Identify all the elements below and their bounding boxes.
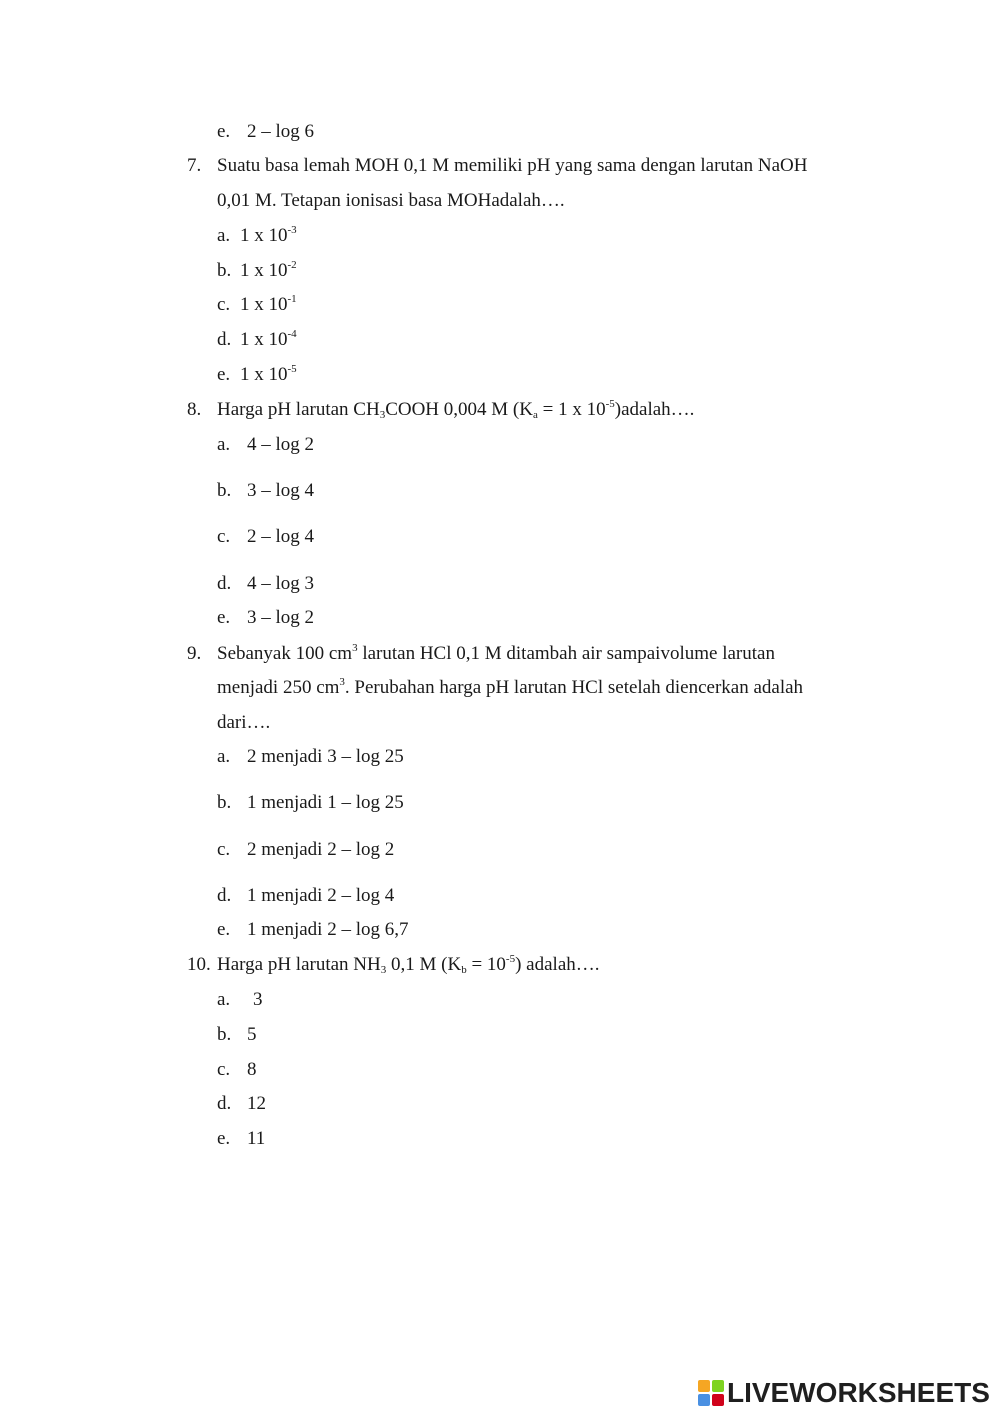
option-label: e. <box>217 919 231 940</box>
option-value: 1 x $10^{-5}$ <box>240 363 297 385</box>
option-value: 5 <box>247 1024 257 1045</box>
option-label: b. <box>217 1024 232 1045</box>
option-label: c. <box>217 839 231 860</box>
question-text: dari…. <box>217 712 271 733</box>
option-label: d. <box>217 573 232 594</box>
option-value: 1 menjadi 2 – log 4 <box>247 885 395 906</box>
question-number: 10. <box>187 954 211 975</box>
option-value: 8 <box>247 1059 257 1080</box>
option-label: c. <box>217 294 231 315</box>
option-value: 1 menjadi 1 – log 25 <box>247 792 404 813</box>
option-label: a. <box>217 225 231 246</box>
option-label: c. <box>217 1059 231 1080</box>
option-label: d. <box>217 329 232 350</box>
option-value: 3 – log 2 <box>247 607 315 628</box>
question-number: 9. <box>187 643 202 664</box>
question-text: Harga pH larutan $NH_3$ 0,1 M $(K_b = 10^{-5})$ adalah…. <box>217 953 600 976</box>
option-label: e. <box>217 607 231 628</box>
option-label: c. <box>217 526 231 547</box>
option-label: e. <box>217 1128 231 1149</box>
option-value: 1 x $10^{-3}$ <box>240 224 297 246</box>
question-number: 7. <box>187 155 202 176</box>
option-label: a. <box>217 434 231 455</box>
logo-text: LIVEWORKSHEETS <box>727 1377 990 1408</box>
option-label: a. <box>217 746 231 767</box>
option-value: 3 <box>253 989 263 1010</box>
option-value: 1 menjadi 2 – log 6,7 <box>247 919 409 940</box>
option-label: b. <box>217 260 232 281</box>
option-value: 12 <box>247 1093 266 1114</box>
question-text: Suatu basa lemah MOH 0,1 M memiliki pH yang sama dengan larutan NaOH <box>217 155 808 176</box>
logo-mark-icon <box>698 1380 724 1406</box>
option-label: e. <box>217 121 231 142</box>
question-text: menjadi 250 $cm^3$. Perubahan harga pH larutan HCl setelah diencerkan adalah <box>217 676 804 698</box>
question-number: 8. <box>187 399 202 420</box>
option-label: d. <box>217 885 232 906</box>
option-value: 2 – log 4 <box>247 526 315 547</box>
option-label: b. <box>217 792 232 813</box>
question-text: Harga pH larutan $CH_3COOH$ 0,004 M ($K_a = 1$ x $10^{-5})adalah\dots$. <box>217 398 695 421</box>
question-text: 0,01 M. Tetapan ionisasi basa MOHadalah…. <box>217 190 565 211</box>
option-value: 1 x $10^{-1}$ <box>240 293 297 315</box>
option-value: 1 x $10^{-2}$ <box>240 259 297 281</box>
option-value: 2 menjadi 3 – log 25 <box>247 746 404 767</box>
liveworksheets-logo[interactable] <box>698 1378 990 1408</box>
option-value: 4 – log 2 <box>247 434 315 455</box>
option-label: b. <box>217 480 232 501</box>
question-text: Sebanyak 100 $cm^3$ larutan HCl 0,1 M ditambah air sampaivolume larutan <box>217 642 775 664</box>
option-label: d. <box>217 1093 232 1114</box>
option-value: 3 – log 4 <box>247 480 315 501</box>
option-value: 11 <box>247 1128 266 1149</box>
option-value: 2 menjadi 2 – log 2 <box>247 839 395 860</box>
option-label: e. <box>217 364 231 385</box>
option-value: 2 – log 6 <box>247 121 315 142</box>
option-value: 1 x $10^{-4}$ <box>240 328 297 350</box>
option-label: a. <box>217 989 231 1010</box>
option-value: 4 – log 3 <box>247 573 315 594</box>
